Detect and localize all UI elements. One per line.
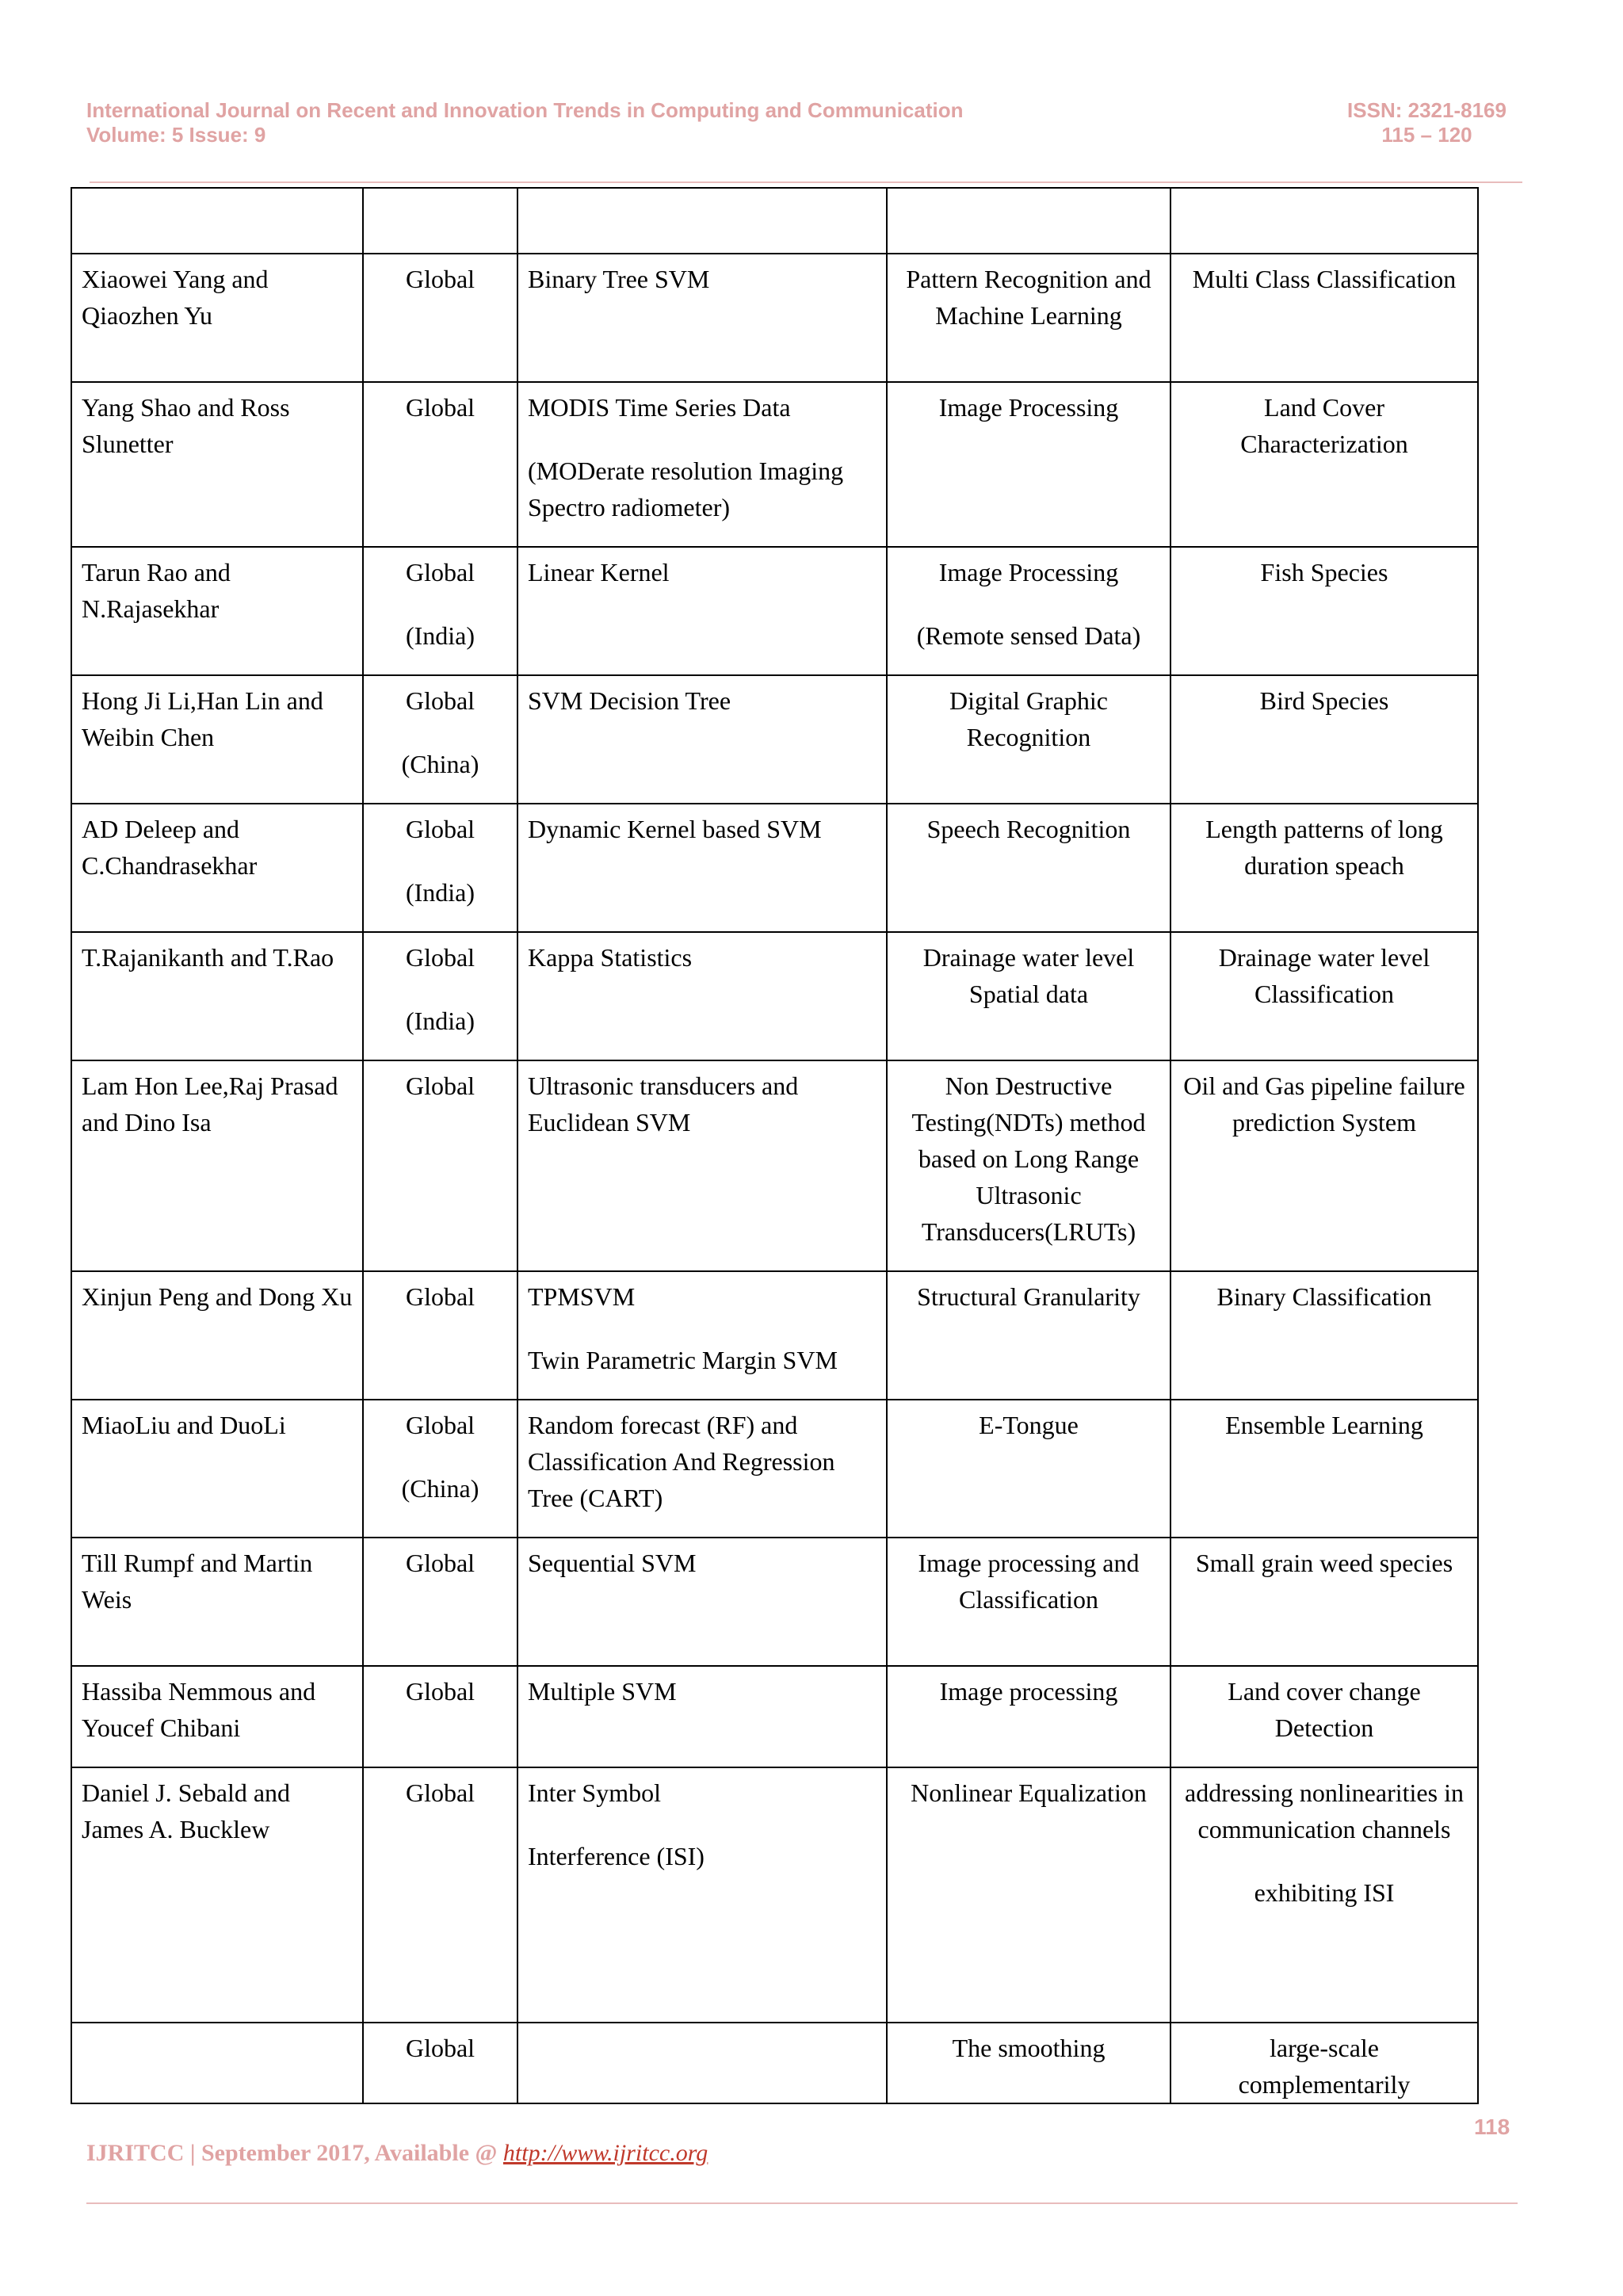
journal-header bbox=[86, 98, 964, 147]
cell-text: Global bbox=[405, 1778, 475, 1807]
cell-text: Linear Kernel bbox=[528, 558, 670, 586]
cell-method bbox=[517, 1767, 887, 2023]
cell-application bbox=[887, 1400, 1170, 1538]
cell-text: Lam Hon Lee,Raj Prasad and Dino Isa bbox=[82, 1072, 338, 1137]
cell-method bbox=[517, 254, 887, 382]
cell-text: Bird Species bbox=[1259, 686, 1389, 715]
cell-author bbox=[71, 188, 363, 254]
cell-text: MiaoLiu and DuoLi bbox=[82, 1411, 286, 1439]
cell-text: (India) bbox=[405, 621, 475, 650]
cell-application bbox=[887, 547, 1170, 675]
table-row bbox=[71, 254, 1478, 382]
cell-text: (China) bbox=[401, 750, 479, 778]
cell-author bbox=[71, 254, 363, 382]
cell-text: Tarun Rao and N.Rajasekhar bbox=[82, 558, 231, 623]
cell-text: Twin Parametric Margin SVM bbox=[528, 1346, 838, 1374]
cell-method bbox=[517, 382, 887, 547]
cell-application bbox=[887, 1538, 1170, 1666]
cell-text: Global bbox=[405, 2034, 475, 2062]
cell-text: Yang Shao and Ross Slunetter bbox=[82, 393, 290, 458]
cell-method bbox=[517, 804, 887, 932]
cell-application bbox=[887, 254, 1170, 382]
cell-author bbox=[71, 1767, 363, 2023]
cell-text: Xinjun Peng and Dong Xu bbox=[82, 1282, 353, 1311]
cell-text: Length patterns of long duration speach bbox=[1205, 815, 1443, 880]
cell-text: Global bbox=[405, 1282, 475, 1311]
cell-outcome bbox=[1170, 1271, 1478, 1400]
cell-method bbox=[517, 1538, 887, 1666]
cell-text: Global bbox=[405, 686, 475, 715]
cell-application bbox=[887, 1666, 1170, 1767]
cell-application bbox=[887, 1271, 1170, 1400]
cell-text: Binary Classification bbox=[1216, 1282, 1432, 1311]
table-row bbox=[71, 1538, 1478, 1666]
cell-text: Image processing and Classification bbox=[918, 1549, 1140, 1614]
cell-region bbox=[363, 1271, 517, 1400]
cell-text: Nonlinear Equalization bbox=[911, 1778, 1147, 1807]
cell-text: Drainage water level Spatial data bbox=[922, 943, 1135, 1008]
cell-text: Global bbox=[405, 265, 475, 293]
cell-text: large-scale complementarily bbox=[1238, 2034, 1411, 2099]
cell-application bbox=[887, 188, 1170, 254]
cell-text: Random forecast (RF) and Classification And Regression Tree (CART) bbox=[528, 1411, 835, 1512]
cell-author bbox=[71, 804, 363, 932]
cell-application bbox=[887, 675, 1170, 804]
cell-region bbox=[363, 1400, 517, 1538]
cell-text: addressing nonlinearities in communication channels bbox=[1185, 1778, 1464, 1843]
cell-text: (MODerate resolution Imaging Spectro radiometer) bbox=[528, 457, 844, 521]
cell-text: Multiple SVM bbox=[528, 1677, 677, 1706]
cell-text: Global bbox=[405, 1677, 475, 1706]
cell-region bbox=[363, 188, 517, 254]
cell-region bbox=[363, 675, 517, 804]
cell-author bbox=[71, 1060, 363, 1271]
cell-outcome bbox=[1170, 382, 1478, 547]
cell-application bbox=[887, 2023, 1170, 2103]
cell-author bbox=[71, 932, 363, 1060]
cell-text: Ultrasonic transducers and Euclidean SVM bbox=[528, 1072, 799, 1137]
cell-text: (Remote sensed Data) bbox=[916, 621, 1141, 650]
cell-text: (China) bbox=[401, 1474, 479, 1503]
table-row bbox=[71, 1060, 1478, 1271]
cell-text: Structural Granularity bbox=[917, 1282, 1140, 1311]
cell-method bbox=[517, 932, 887, 1060]
cell-author bbox=[71, 382, 363, 547]
cell-text: Image processing bbox=[939, 1677, 1118, 1706]
cell-method bbox=[517, 188, 887, 254]
table-row bbox=[71, 382, 1478, 547]
cell-method bbox=[517, 547, 887, 675]
issn: ISSN: 2321-8169 bbox=[1347, 98, 1507, 122]
cell-method bbox=[517, 1400, 887, 1538]
cell-region bbox=[363, 1060, 517, 1271]
table-row bbox=[71, 1271, 1478, 1400]
cell-method bbox=[517, 675, 887, 804]
table-row bbox=[71, 1666, 1478, 1767]
cell-region bbox=[363, 2023, 517, 2103]
table-body bbox=[71, 188, 1478, 2103]
cell-text: Global bbox=[405, 1549, 475, 1577]
cell-outcome bbox=[1170, 1400, 1478, 1538]
cell-region bbox=[363, 254, 517, 382]
cell-method bbox=[517, 1060, 887, 1271]
footer bbox=[86, 2140, 708, 2167]
cell-outcome bbox=[1170, 254, 1478, 382]
footer-link[interactable]: http://www.ijritcc.org bbox=[502, 2140, 708, 2166]
cell-text: Global bbox=[405, 1411, 475, 1439]
journal-volume: Volume: 5 Issue: 9 bbox=[86, 123, 266, 147]
cell-text: Small grain weed species bbox=[1195, 1549, 1453, 1577]
cell-author bbox=[71, 1271, 363, 1400]
cell-text: Global bbox=[405, 943, 475, 972]
cell-method bbox=[517, 1666, 887, 1767]
cell-text: Land cover change Detection bbox=[1228, 1677, 1421, 1742]
cell-application bbox=[887, 1060, 1170, 1271]
footer-text: IJRITCC | September 2017, Available @ bbox=[86, 2140, 503, 2166]
cell-text: Pattern Recognition and Machine Learning bbox=[906, 265, 1151, 330]
cell-text: Ensemble Learning bbox=[1225, 1411, 1423, 1439]
table-row bbox=[71, 1400, 1478, 1538]
cell-region bbox=[363, 932, 517, 1060]
cell-text: TPMSVM bbox=[528, 1282, 636, 1311]
cell-text: Hassiba Nemmous and Youcef Chibani bbox=[82, 1677, 316, 1742]
cell-outcome bbox=[1170, 804, 1478, 932]
table-row bbox=[71, 188, 1478, 254]
footer-divider bbox=[86, 2202, 1518, 2204]
cell-application bbox=[887, 382, 1170, 547]
cell-region bbox=[363, 382, 517, 547]
cell-text: Global bbox=[405, 393, 475, 422]
cell-text: Binary Tree SVM bbox=[528, 265, 710, 293]
cell-application bbox=[887, 1767, 1170, 2023]
cell-outcome bbox=[1170, 2023, 1478, 2103]
cell-text: Inter Symbol bbox=[528, 1778, 661, 1807]
cell-region bbox=[363, 804, 517, 932]
cell-text: Till Rumpf and Martin Weis bbox=[82, 1549, 313, 1614]
cell-text: MODIS Time Series Data bbox=[528, 393, 791, 422]
cell-text: (India) bbox=[405, 878, 475, 907]
cell-text: Digital Graphic Recognition bbox=[949, 686, 1108, 751]
cell-text: exhibiting ISI bbox=[1254, 1878, 1395, 1907]
page-number: 118 bbox=[1474, 2115, 1510, 2139]
cell-author bbox=[71, 675, 363, 804]
cell-outcome bbox=[1170, 675, 1478, 804]
issn-header bbox=[1331, 98, 1522, 147]
table-row bbox=[71, 932, 1478, 1060]
cell-text: Global bbox=[405, 815, 475, 843]
cell-author bbox=[71, 1538, 363, 1666]
cell-region bbox=[363, 1767, 517, 2023]
cell-text: Oil and Gas pipeline failure prediction System bbox=[1183, 1072, 1465, 1137]
cell-text: E-Tongue bbox=[979, 1411, 1079, 1439]
cell-author bbox=[71, 1400, 363, 1538]
cell-text: Drainage water level Classification bbox=[1218, 943, 1430, 1008]
cell-text: (India) bbox=[405, 1007, 475, 1035]
table-row bbox=[71, 1767, 1478, 2023]
cell-text: Image Processing bbox=[938, 558, 1119, 586]
cell-outcome bbox=[1170, 932, 1478, 1060]
table-row bbox=[71, 675, 1478, 804]
cell-author bbox=[71, 2023, 363, 2103]
cell-author bbox=[71, 547, 363, 675]
cell-method bbox=[517, 2023, 887, 2103]
cell-author bbox=[71, 1666, 363, 1767]
table-row bbox=[71, 547, 1478, 675]
cell-text: SVM Decision Tree bbox=[528, 686, 731, 715]
cell-outcome bbox=[1170, 1060, 1478, 1271]
cell-text: T.Rajanikanth and T.Rao bbox=[82, 943, 334, 972]
cell-text: Global bbox=[405, 1072, 475, 1100]
cell-region bbox=[363, 1538, 517, 1666]
cell-text: AD Deleep and C.Chandrasekhar bbox=[82, 815, 258, 880]
literature-table bbox=[71, 187, 1479, 2104]
cell-region bbox=[363, 547, 517, 675]
cell-application bbox=[887, 804, 1170, 932]
cell-text: Sequential SVM bbox=[528, 1549, 697, 1577]
cell-outcome bbox=[1170, 1767, 1478, 2023]
cell-text: Non Destructive Testing(NDTs) method based on Long Range Ultrasonic Transducers(LRUTs) bbox=[911, 1072, 1146, 1246]
cell-text: Interference (ISI) bbox=[528, 1842, 705, 1870]
table-row bbox=[71, 2023, 1478, 2103]
cell-application bbox=[887, 932, 1170, 1060]
cell-outcome bbox=[1170, 188, 1478, 254]
page-range: 115 – 120 bbox=[1381, 123, 1472, 147]
cell-text: Speech Recognition bbox=[926, 815, 1131, 843]
cell-text: Hong Ji Li,Han Lin and Weibin Chen bbox=[82, 686, 323, 751]
cell-text: Dynamic Kernel based SVM bbox=[528, 815, 822, 843]
cell-text: Fish Species bbox=[1260, 558, 1388, 586]
cell-text: Daniel J. Sebald and James A. Bucklew bbox=[82, 1778, 291, 1843]
cell-region bbox=[363, 1666, 517, 1767]
cell-text: Global bbox=[405, 558, 475, 586]
cell-method bbox=[517, 1271, 887, 1400]
cell-text: Kappa Statistics bbox=[528, 943, 693, 972]
table-row bbox=[71, 804, 1478, 932]
cell-text: The smoothing bbox=[952, 2034, 1106, 2062]
cell-outcome bbox=[1170, 547, 1478, 675]
journal-title: International Journal on Recent and Innovation Trends in Computing and Communication bbox=[86, 98, 964, 122]
cell-outcome bbox=[1170, 1666, 1478, 1767]
cell-text: Xiaowei Yang and Qiaozhen Yu bbox=[82, 265, 269, 330]
cell-text: Land Cover Characterization bbox=[1240, 393, 1408, 458]
header-divider bbox=[90, 181, 1522, 183]
cell-outcome bbox=[1170, 1538, 1478, 1666]
cell-text: Image Processing bbox=[938, 393, 1119, 422]
cell-text: Multi Class Classification bbox=[1192, 265, 1457, 293]
